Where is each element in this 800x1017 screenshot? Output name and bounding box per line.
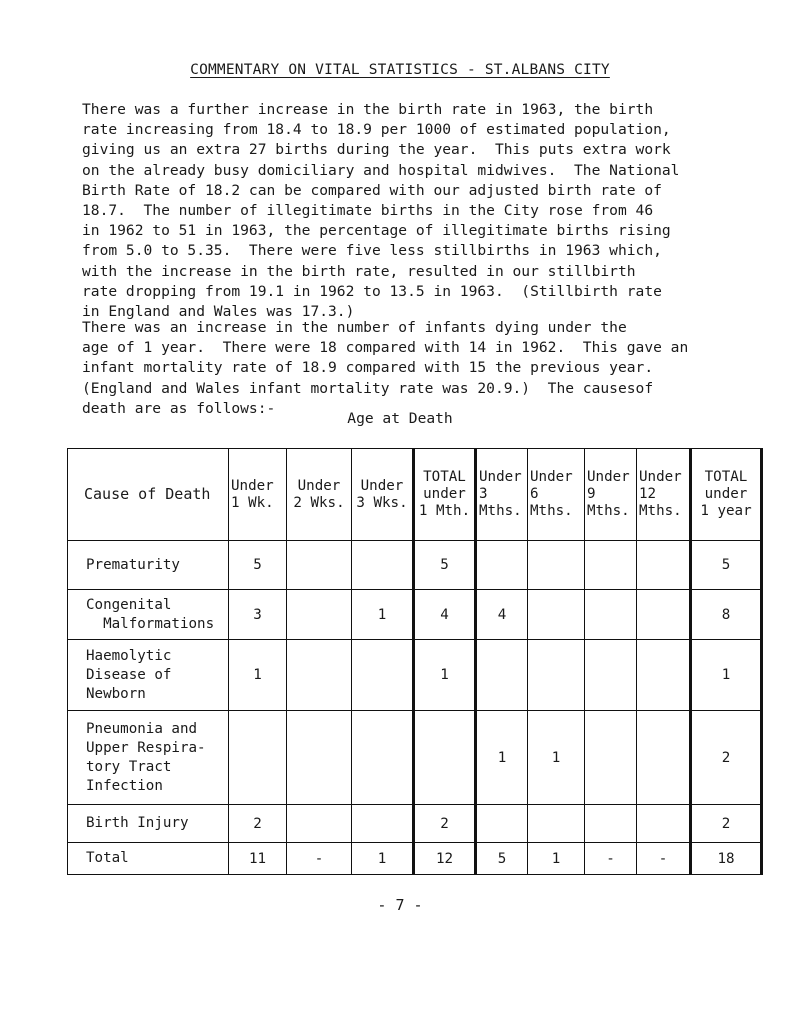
cell-value <box>528 805 585 843</box>
cell-value <box>352 711 414 805</box>
col-header-under-1-wk: Under 1 Wk. <box>229 449 287 541</box>
cell-value: 11 <box>229 843 287 875</box>
cell-value <box>528 541 585 590</box>
cell-value <box>287 541 352 590</box>
cell-value <box>528 640 585 711</box>
table-heading: Age at Death <box>347 410 453 427</box>
cell-value: 12 <box>414 843 476 875</box>
cell-value: - <box>287 843 352 875</box>
cell-value <box>637 541 691 590</box>
cell-value <box>585 805 637 843</box>
cell-value: 4 <box>414 590 476 640</box>
cell-value: 1 <box>528 711 585 805</box>
cell-value <box>476 541 528 590</box>
col-header-total-under-1-year: TOTAL under 1 year <box>691 449 762 541</box>
row-cause: Birth Injury <box>68 805 229 843</box>
document-title: COMMENTARY ON VITAL STATISTICS - ST.ALBANS CITY <box>190 62 610 78</box>
cell-value: 5 <box>414 541 476 590</box>
cell-value <box>528 590 585 640</box>
col-header-under-3-wks: Under 3 Wks. <box>352 449 414 541</box>
cell-value: 1 <box>352 843 414 875</box>
row-cause: Pneumonia and Upper Respira- tory Tract Infection <box>68 711 229 805</box>
cell-value: 1 <box>476 711 528 805</box>
cell-value <box>637 805 691 843</box>
cell-value: 2 <box>414 805 476 843</box>
cell-value: - <box>637 843 691 875</box>
cell-value <box>352 541 414 590</box>
cell-value: 1 <box>352 590 414 640</box>
col-header-under-12-mths: Under 12 Mths. <box>637 449 691 541</box>
col-header-cause: Cause of Death <box>68 449 229 541</box>
table-row <box>68 590 762 640</box>
cell-value: 5 <box>229 541 287 590</box>
cell-value <box>352 805 414 843</box>
cell-value: 2 <box>691 805 762 843</box>
cell-value: - <box>585 843 637 875</box>
row-cause: Haemolytic Disease of Newborn <box>68 640 229 711</box>
cell-value <box>637 590 691 640</box>
col-header-under-6-mths: Under 6 Mths. <box>528 449 585 541</box>
cell-value: 4 <box>476 590 528 640</box>
cell-value: 18 <box>691 843 762 875</box>
table-total-row <box>68 843 762 875</box>
col-header-total-under-1-mth: TOTAL under 1 Mth. <box>414 449 476 541</box>
cell-value: 5 <box>476 843 528 875</box>
row-cause: Total <box>68 843 229 875</box>
cell-value <box>414 711 476 805</box>
cell-value: 8 <box>691 590 762 640</box>
cell-value <box>229 711 287 805</box>
table-row <box>68 541 762 590</box>
cell-value: 1 <box>528 843 585 875</box>
cell-value <box>585 711 637 805</box>
cell-value: 2 <box>691 711 762 805</box>
table-row <box>68 640 762 711</box>
cell-value <box>476 805 528 843</box>
cell-value <box>287 805 352 843</box>
table-row <box>68 711 762 805</box>
paragraph-infant-mortality: There was an increase in the number of infants dying under the age of 1 year. There were 18 compared with 14 in 1962. This gave an infant mortality rate of 18.9 compared with 15 the previous year. (England and Wales infant mortality rate was 20.9.) The causesof death are as follows:- <box>82 319 689 417</box>
cell-value <box>287 711 352 805</box>
table-row <box>68 805 762 843</box>
cell-value <box>637 711 691 805</box>
cell-value: 1 <box>414 640 476 711</box>
cell-value <box>476 640 528 711</box>
cell-value <box>637 640 691 711</box>
cell-value: 3 <box>229 590 287 640</box>
paragraph-birth-rate: There was a further increase in the birth rate in 1963, the birth rate increasing from 18.4 to 18.9 per 1000 of estimated population, giving us an extra 27 births during the year. This puts extra work on the already busy domiciliary and hospital midwives. The National Birth Rate of 18.2 can be compared with our adjusted birth rate of 18.7. The number of illegitimate births in the City rose from 46 in 1962 to 51 in 1963, the percentage of illegitimate births rising from 5.0 to 5.35. There were five less stillbirths in 1963 which, with the increase in the birth rate, resulted in our stillbirth rate dropping from 19.1 in 1962 to 13.5 in 1963. (Stillbirth rate in England and Wales was 17.3.) <box>82 101 680 321</box>
cell-value: 5 <box>691 541 762 590</box>
table-header-row <box>68 449 762 541</box>
age-at-death-table <box>67 448 763 875</box>
cell-value: 1 <box>691 640 762 711</box>
cell-value: 1 <box>229 640 287 711</box>
cell-value <box>352 640 414 711</box>
cell-value <box>585 640 637 711</box>
cell-value <box>287 640 352 711</box>
col-header-under-3-mths: Under 3 Mths. <box>476 449 528 541</box>
row-cause: Congenital Malformations <box>68 590 229 640</box>
col-header-under-2-wks: Under 2 Wks. <box>287 449 352 541</box>
row-cause: Prematurity <box>68 541 229 590</box>
cell-value: 2 <box>229 805 287 843</box>
cell-value <box>585 590 637 640</box>
cell-value <box>585 541 637 590</box>
page-number: - 7 - <box>377 896 423 914</box>
cell-value <box>287 590 352 640</box>
col-header-under-9-mths: Under 9 Mths. <box>585 449 637 541</box>
